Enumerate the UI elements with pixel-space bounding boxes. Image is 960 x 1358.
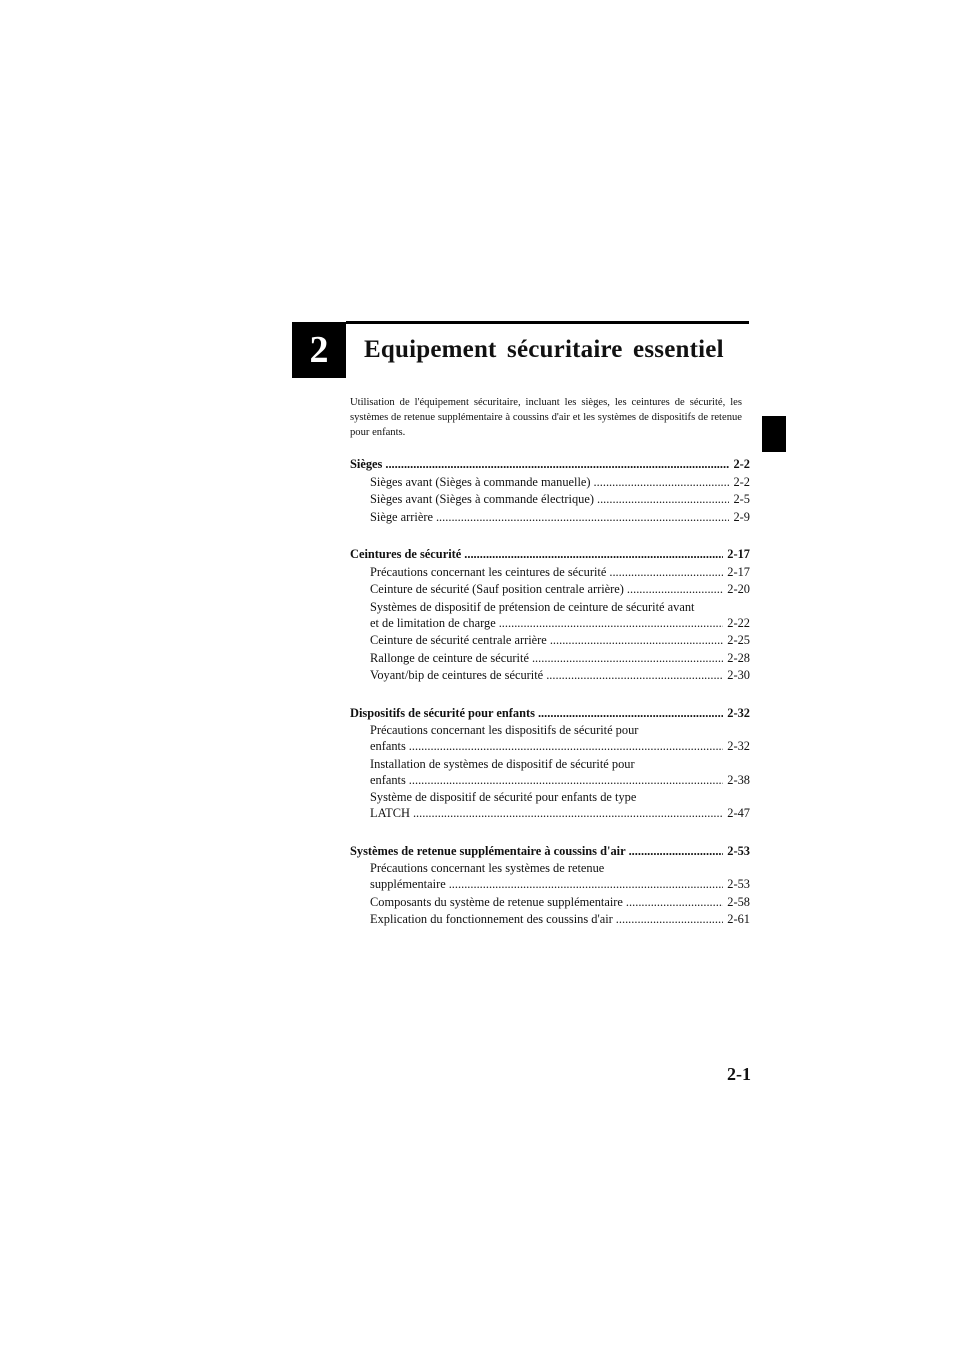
- toc-leader: [550, 632, 723, 650]
- toc-entry-title: supplémentaire: [370, 877, 446, 891]
- toc-page-ref: 2-9: [733, 509, 750, 524]
- chapter-number: 2: [309, 329, 329, 371]
- toc-leader: [413, 805, 723, 823]
- toc-leader: [532, 650, 723, 668]
- toc-section-title: Dispositifs de sécurité pour enfants: [350, 705, 535, 720]
- toc-page-ref: 2-32: [727, 705, 750, 720]
- toc-page-ref: 2-38: [727, 772, 750, 787]
- toc-leader: [627, 581, 723, 599]
- toc-section: [350, 843, 750, 929]
- toc-page-ref: 2-2: [733, 457, 750, 471]
- toc-entry-line: Système de dispositif de sécurité pour enfants de type: [370, 790, 637, 804]
- toc-leader: [464, 546, 723, 564]
- toc-entry-line: Systèmes de dispositif de prétension de ceinture de sécurité avant: [370, 599, 695, 614]
- chapter-number-box: [292, 322, 346, 378]
- toc-entry[interactable]: [350, 667, 750, 685]
- toc-leader: [629, 843, 724, 861]
- toc-page-ref: 2-61: [727, 912, 750, 926]
- toc-page-ref: 2-17: [727, 547, 750, 561]
- toc-entry[interactable]: [350, 474, 750, 492]
- toc-entry[interactable]: [350, 509, 750, 527]
- toc-leader: [594, 474, 730, 492]
- toc-page-ref: 2-53: [727, 843, 750, 858]
- toc-entry-line: Précautions concernant les dispositifs de sécurité pour: [370, 723, 639, 737]
- toc-leader: [609, 564, 723, 582]
- toc-entry-title: et de limitation de charge: [370, 615, 496, 630]
- toc-page-ref: 2-17: [727, 564, 750, 579]
- chapter-intro: Utilisation de l'équipement sécuritaire, incluant les sièges, les ceintures de sécurité, les systèmes de retenue supplémentaire à coussins d'air et les systèmes de dispositifs de retenue pour enfants.: [350, 397, 742, 438]
- toc-leader: [616, 911, 724, 929]
- toc-page-ref: 2-53: [727, 877, 750, 891]
- toc-entry[interactable]: [350, 650, 750, 668]
- toc-entry[interactable]: [350, 894, 750, 912]
- toc-leader: [409, 738, 724, 756]
- toc-entry-title: Rallonge de ceinture de sécurité: [370, 650, 529, 665]
- page-number: 2-1: [727, 1064, 751, 1084]
- toc-section: [350, 546, 750, 685]
- toc-page-ref: 2-28: [727, 650, 750, 665]
- toc-page-ref: 2-20: [727, 582, 750, 596]
- toc-entry[interactable]: [350, 805, 750, 823]
- toc-entry[interactable]: [350, 564, 750, 582]
- toc-entry-title: Siège arrière: [370, 509, 433, 524]
- toc-entry[interactable]: [350, 581, 750, 599]
- toc-section-heading[interactable]: [350, 843, 750, 861]
- chapter-side-tab: [762, 416, 786, 452]
- toc-section-heading[interactable]: [350, 546, 750, 564]
- toc-entry[interactable]: [350, 876, 750, 894]
- toc-entry-title: enfants: [370, 772, 406, 787]
- toc-leader: [409, 772, 724, 790]
- toc-entry[interactable]: [350, 738, 750, 756]
- toc-section: [350, 705, 750, 823]
- chapter-title: Equipement sécuritaire essentiel: [364, 336, 724, 363]
- toc-page-ref: 2-58: [727, 894, 750, 909]
- toc-page-ref: 2-5: [733, 492, 750, 506]
- toc-entry-title: LATCH: [370, 806, 410, 820]
- toc-page-ref: 2-47: [727, 806, 750, 820]
- toc-section: [350, 456, 750, 526]
- toc-entry-title: Sièges avant (Sièges à commande manuelle): [370, 474, 591, 489]
- toc-leader: [436, 509, 730, 527]
- toc-entry-title: Composants du système de retenue supplémentaire: [370, 894, 623, 909]
- toc-entry-title: Explication du fonctionnement des coussins d'air: [370, 912, 613, 926]
- toc-entry-title: Précautions concernant les ceintures de sécurité: [370, 564, 607, 579]
- toc-section-heading[interactable]: [350, 456, 750, 474]
- toc-page-ref: 2-30: [727, 668, 750, 682]
- toc-page-ref: 2-22: [727, 615, 750, 630]
- toc-entry-line: Précautions concernant les systèmes de retenue: [370, 861, 605, 875]
- title-rule: [346, 321, 749, 324]
- toc-leader: [597, 491, 729, 509]
- toc-entry-title: Ceinture de sécurité centrale arrière: [370, 633, 547, 647]
- toc-section-title: Systèmes de retenue supplémentaire à coussins d'air: [350, 843, 626, 858]
- toc-section-title: Ceintures de sécurité: [350, 547, 462, 561]
- toc-entry[interactable]: [350, 911, 750, 929]
- toc-section-heading[interactable]: [350, 705, 750, 723]
- toc-page-ref: 2-25: [727, 633, 750, 647]
- toc-entry-title: Ceinture de sécurité (Sauf position centrale arrière): [370, 582, 624, 596]
- toc-leader: [449, 876, 724, 894]
- toc-entry[interactable]: [350, 615, 750, 633]
- toc-leader: [546, 667, 723, 685]
- toc-leader: [499, 615, 724, 633]
- toc-leader: [626, 894, 723, 912]
- toc-leader: [385, 456, 729, 474]
- toc-entry[interactable]: [350, 491, 750, 509]
- toc-page-ref: 2-2: [733, 474, 750, 489]
- toc-entry-title: Sièges avant (Sièges à commande électrique): [370, 492, 594, 506]
- toc-entry[interactable]: [350, 772, 750, 790]
- toc-page-ref: 2-32: [727, 739, 750, 753]
- table-of-contents: [350, 456, 750, 949]
- toc-entry[interactable]: [350, 632, 750, 650]
- toc-section-title: Sièges: [350, 457, 383, 471]
- toc-entry-title: enfants: [370, 739, 406, 753]
- toc-entry-line: Installation de systèmes de dispositif de sécurité pour: [370, 756, 635, 771]
- toc-entry-title: Voyant/bip de ceintures de sécurité: [370, 668, 544, 682]
- toc-leader: [538, 705, 723, 723]
